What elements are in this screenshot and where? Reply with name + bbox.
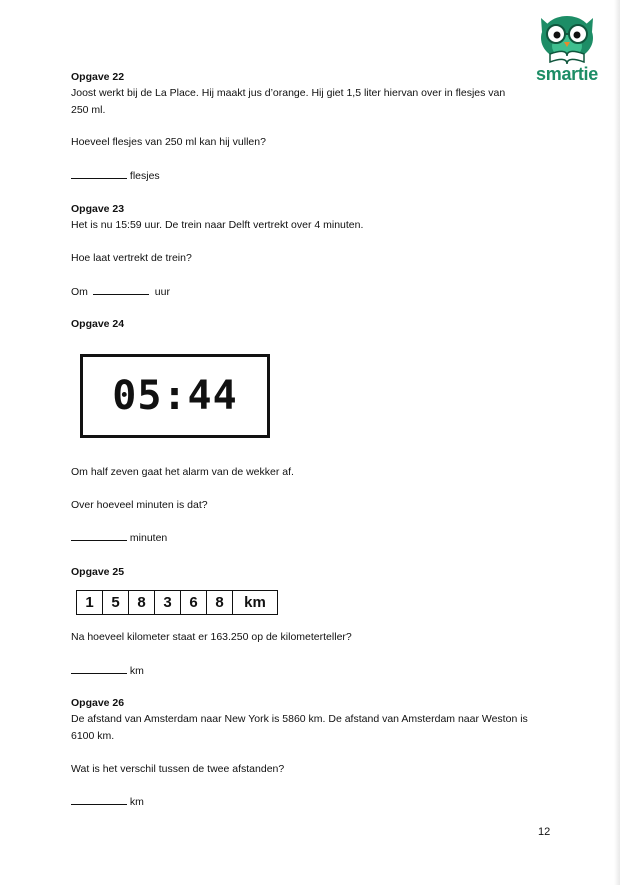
q23-answer-row [71, 286, 170, 298]
logo-wordmark: smartie [536, 64, 598, 84]
odometer-digit: 8 [207, 591, 233, 614]
odometer-digit: 6 [181, 591, 207, 614]
q26-question: Wat is het verschil tussen de twee afstanden? [71, 763, 285, 775]
odometer-unit: km [244, 594, 266, 611]
q24-question: Over hoeveel minuten is dat? [71, 499, 208, 511]
q23-text-line1: Het is nu 15:59 uur. De trein naar Delft vertrekt over 4 minuten. [71, 219, 364, 231]
q24-answer-blank[interactable] [71, 532, 127, 541]
page-edge [614, 0, 620, 885]
q22-answer-row [71, 170, 160, 182]
q26-text-line2: 6100 km. [71, 730, 115, 742]
q22-answer-blank[interactable] [71, 170, 127, 179]
q26-heading: Opgave 26 [71, 697, 125, 709]
q23-answer-blank[interactable] [93, 286, 149, 295]
odometer-digit: 3 [155, 591, 181, 614]
page-number: 12 [538, 826, 551, 838]
q26-text-line1: De afstand van Amsterdam naar New York is 5860 km. De afstand van Amsterdam naar Weston is [71, 713, 528, 725]
q24-answer-unit: minuten [129, 532, 168, 544]
odometer-digit: 5 [103, 591, 129, 614]
q25-answer-blank[interactable] [71, 665, 127, 674]
odometer [76, 590, 278, 615]
owl-icon [528, 10, 606, 66]
q24-heading: Opgave 24 [71, 318, 125, 330]
q24-answer-row [71, 532, 167, 544]
q26-answer-row [71, 796, 144, 808]
q25-question: Na hoeveel kilometer staat er 163.250 op de kilometerteller? [71, 631, 352, 643]
odometer-digit: 1 [77, 591, 103, 614]
q22-heading: Opgave 22 [71, 71, 125, 83]
q26-answer-unit: km [129, 796, 144, 808]
clock-time: 05:44 [112, 373, 238, 419]
q26-answer-blank[interactable] [71, 796, 127, 805]
q22-text-line1: Joost werkt bij de La Place. Hij maakt jus d’orange. Hij giet 1,5 liter hiervan over in flesjes van [71, 87, 506, 99]
digital-clock [80, 354, 270, 438]
q23-answer-unit: uur [154, 286, 170, 298]
q25-answer-unit: km [129, 665, 144, 677]
q22-question: Hoeveel flesjes van 250 ml kan hij vullen? [71, 136, 266, 148]
q25-heading: Opgave 25 [71, 566, 125, 578]
q24-text-line1: Om half zeven gaat het alarm van de wekker af. [71, 466, 294, 478]
odometer-digit: 8 [129, 591, 155, 614]
q23-question: Hoe laat vertrekt de trein? [71, 252, 192, 264]
q23-heading: Opgave 23 [71, 203, 125, 215]
q23-answer-prefix: Om [71, 286, 88, 298]
q25-answer-row [71, 665, 144, 677]
q22-text-line2: 250 ml. [71, 104, 106, 116]
smartie-logo [528, 10, 606, 84]
q22-answer-unit: flesjes [129, 170, 160, 182]
